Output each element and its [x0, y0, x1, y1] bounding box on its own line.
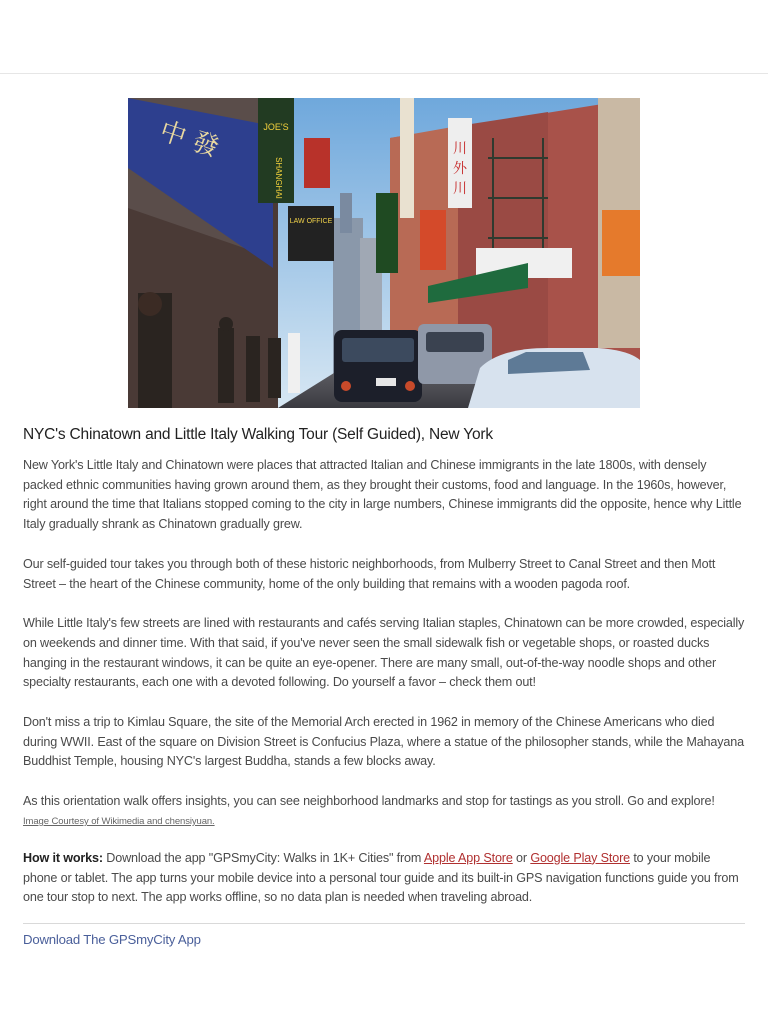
- article-paragraph-4: Don't miss a trip to Kimlau Square, the site of the Memorial Arch erected in 1962 in memory of the Chinese Americans who died during WWII. East of the square on Division Street is Confucius Plaza, where a statue of the philosopher stands, while the Mahayana Buddhist Temple, housing NYC's largest Buddha, stands a few blocks away.: [23, 715, 744, 769]
- how-it-works-text-after: to your mobile phone or tablet. The app turns your mobile device into a personal tour guide and its built-in GPS navigation functions guide you from one tour stop to next. The app works offline, so no data plan is needed when traveling abroad.: [23, 850, 739, 905]
- svg-text:川: 川: [453, 181, 467, 197]
- sign-joes: JOE'S: [263, 122, 289, 132]
- sign-law-office: LAW OFFICE: [289, 218, 333, 225]
- article-paragraph-1: New York's Little Italy and Chinatown were places that attracted Italian and Chinese immigrants in the late 1800s, with densely packed ethnic communities having grown around them, as they brought their customs, food and language. In the 1960s, however, right around the time that Italians stopped coming to the city in large numbers, Chinese immigrants did the opposite, hence why Little Italy gradually shrank as Chinatown gradually grew.: [23, 458, 742, 532]
- svg-text:中 發: 中 發: [155, 116, 223, 164]
- how-it-works-paragraph: [23, 849, 745, 908]
- hero-image: [128, 98, 640, 408]
- how-it-works-text-middle: or: [512, 850, 531, 865]
- article-content: [23, 424, 745, 949]
- article-paragraph-2: Our self-guided tour takes you through both of these historic neighborhoods, from Mulberry Street to Canal Street and then Mott Street – the heart of the Chinese community, home of the only building that remains with a wooden pagoda roof.: [23, 556, 716, 591]
- divider: [23, 923, 745, 924]
- svg-text:川: 川: [453, 141, 467, 157]
- how-it-works-label: How it works:: [23, 850, 103, 865]
- top-header-bar: [0, 0, 768, 74]
- article-paragraph-5: As this orientation walk offers insights, you can see neighborhood landmarks and stop for tastings as you stroll. Go and explore!: [23, 794, 715, 809]
- svg-text:外: 外: [453, 161, 467, 177]
- apple-app-store-link[interactable]: Apple App Store: [423, 850, 513, 865]
- article-title: NYC's Chinatown and Little Italy Walking Tour (Self Guided), New York: [23, 426, 493, 443]
- google-play-store-link[interactable]: Google Play Store: [530, 850, 630, 865]
- sign-shanghai: SHANGHAI: [274, 157, 283, 199]
- article-paragraph-3: While Little Italy's few streets are lined with restaurants and cafés serving Italian staples, Chinatown can be more crowded, especially on weekends and dinner time. With that said, if you've never seen the small sidewalk fish or vegetable shops, or roasted ducks hanging in the restaurant windows, it can be quite an eye-opener. There are many small, out-of-the-way noodle shops and other specialty restaurants, each one with a devoted following. Do yourself a favor – check them out!: [23, 616, 745, 690]
- image-credit-link[interactable]: Image Courtesy of Wikimedia and chensiyuan.: [23, 815, 215, 827]
- download-app-link[interactable]: Download The GPSmyCity App: [23, 931, 201, 947]
- how-it-works-text-before: Download the app "GPSmyCity: Walks in 1K+ Cities" from: [102, 850, 424, 865]
